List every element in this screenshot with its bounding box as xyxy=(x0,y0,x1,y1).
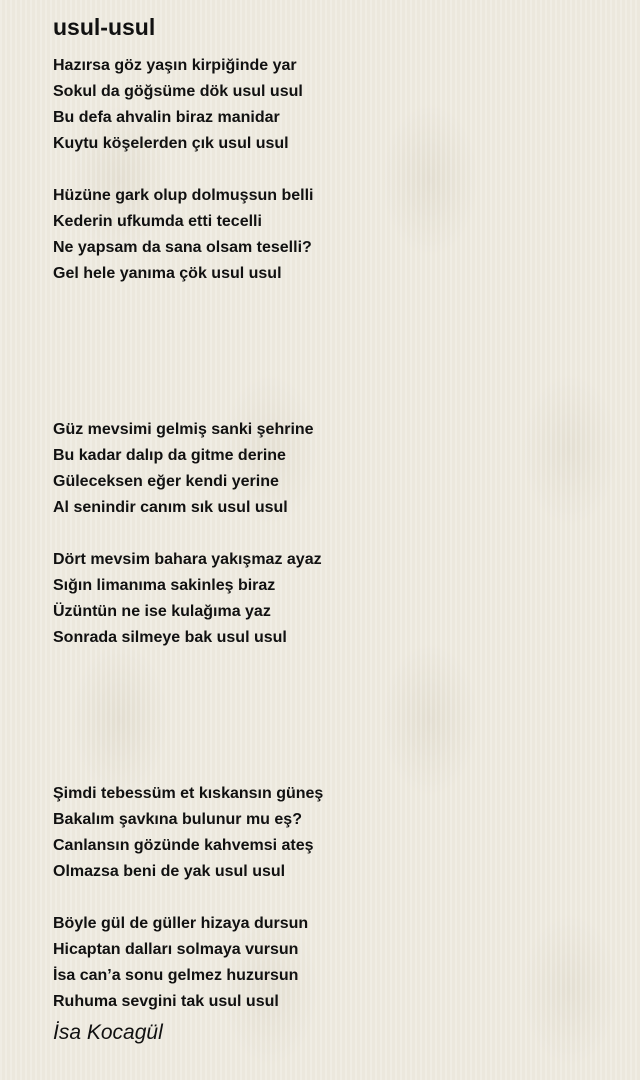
stanza-1 xyxy=(53,53,613,157)
poem-line: Al senindir canım sık usul usul xyxy=(53,499,288,516)
stanza-3 xyxy=(53,417,613,521)
poem-line: Sığın limanıma sakinleş biraz xyxy=(53,577,276,594)
poem-line: Bu kadar dalıp da gitme derine xyxy=(53,447,286,464)
poem-line: Sokul da göğsüme dök usul usul xyxy=(53,83,303,100)
poem-line: Olmazsa beni de yak usul usul xyxy=(53,863,286,880)
poem-line: Hicaptan dalları solmaya vursun xyxy=(53,941,299,958)
poem-line: Gel hele yanıma çök usul usul xyxy=(53,265,282,282)
poem-line: Hazırsa göz yaşın kirpiğinde yar xyxy=(53,57,297,74)
poem-line: Hüzüne gark olup dolmuşsun belli xyxy=(53,187,314,204)
author-name: İsa Kocagül xyxy=(53,1021,163,1044)
poem-line: Ruhuma sevgini tak usul usul xyxy=(53,993,279,1010)
poem-line: Bakalım şavkına bulunur mu eş? xyxy=(53,811,302,828)
poem-body xyxy=(53,53,613,1041)
poem-line: Ne yapsam da sana olsam teselli? xyxy=(53,239,312,256)
poem-line: Üzüntün ne ise kulağıma yaz xyxy=(53,603,271,620)
poem-line: Kederin ufkumda etti tecelli xyxy=(53,213,262,230)
stanza-5 xyxy=(53,781,613,885)
poem-line: İsa can’a sonu gelmez huzursun xyxy=(53,967,299,984)
poem-line: Sonrada silmeye bak usul usul xyxy=(53,629,287,646)
poem-title: usul-usul xyxy=(53,14,156,40)
poem-line: Canlansın gözünde kahvemsi ateş xyxy=(53,837,314,854)
poem-line: Bu defa ahvalin biraz manidar xyxy=(53,109,280,126)
poem-line: Dört mevsim bahara yakışmaz ayaz xyxy=(53,551,322,568)
stanza-6 xyxy=(53,911,613,1015)
poem-line: Kuytu köşelerden çık usul usul xyxy=(53,135,289,152)
stanza-2 xyxy=(53,183,613,287)
stanza-4 xyxy=(53,547,613,651)
poem-line: Güleceksen eğer kendi yerine xyxy=(53,473,279,490)
poem-line: Şimdi tebessüm et kıskansın güneş xyxy=(53,785,324,802)
poem-line: Güz mevsimi gelmiş sanki şehrine xyxy=(53,421,314,438)
poem-line: Böyle gül de güller hizaya dursun xyxy=(53,915,309,932)
